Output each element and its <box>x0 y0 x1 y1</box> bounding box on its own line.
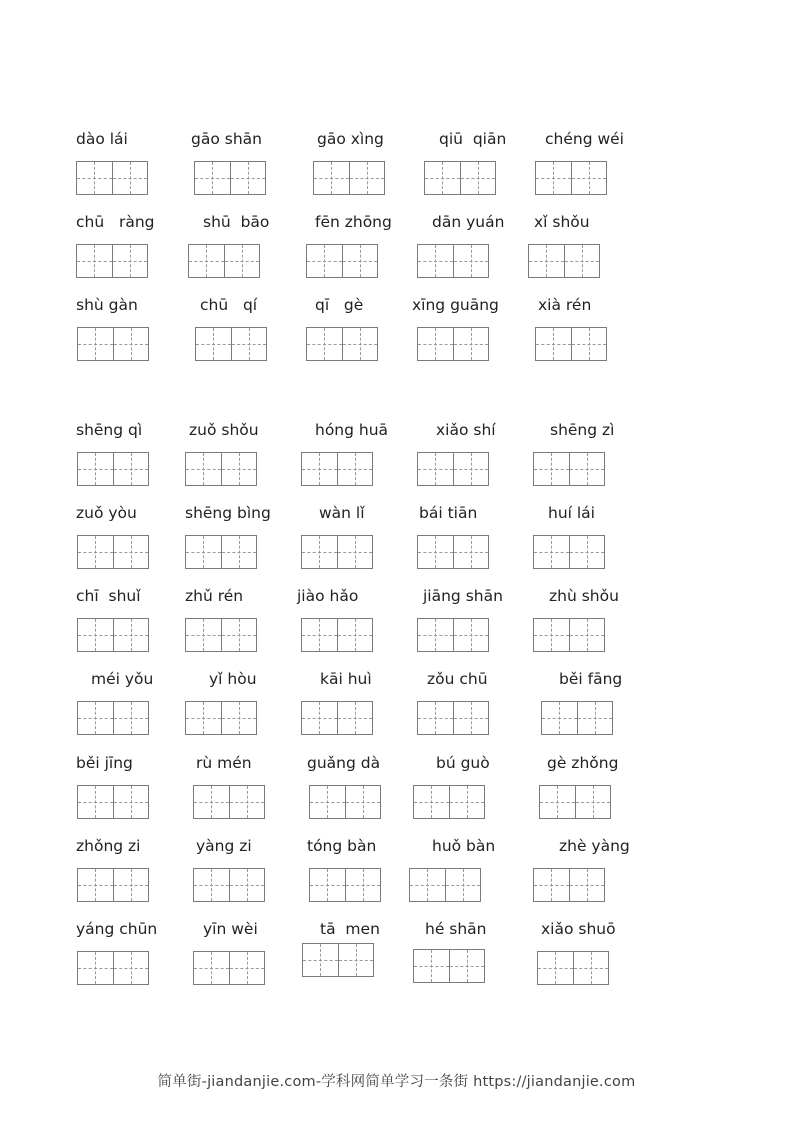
pinyin-label: huǒ bàn <box>432 837 496 855</box>
writing-grid <box>417 535 489 569</box>
writing-grid <box>417 618 489 652</box>
pinyin-label: yīn wèi <box>203 920 258 938</box>
pinyin-label: zhǔ rén <box>185 587 244 605</box>
pinyin-label: fēn zhōng <box>315 213 392 231</box>
pinyin-label: qī gè <box>315 296 364 314</box>
writing-grid <box>302 943 374 977</box>
pinyin-label: yáng chūn <box>76 920 158 938</box>
pinyin-label: zuǒ yòu <box>76 504 137 522</box>
pinyin-label: jiāng shān <box>423 587 503 605</box>
pinyin-label: zhǒng zi <box>76 837 141 855</box>
writing-grid <box>535 161 607 195</box>
pinyin-row-6 <box>0 587 793 667</box>
writing-grid <box>77 951 149 985</box>
pinyin-label: guǎng dà <box>307 754 381 772</box>
pinyin-label: zuǒ shǒu <box>189 421 259 439</box>
writing-grid <box>413 949 485 983</box>
pinyin-label: méi yǒu <box>91 670 154 688</box>
pinyin-label: kāi huì <box>320 670 372 688</box>
writing-grid <box>417 327 489 361</box>
writing-grid <box>306 327 378 361</box>
writing-grid <box>537 951 609 985</box>
pinyin-label: hóng huā <box>315 421 389 439</box>
pinyin-label: tóng bàn <box>307 837 377 855</box>
writing-grid <box>533 452 605 486</box>
writing-grid <box>533 618 605 652</box>
pinyin-label: shū bāo <box>203 213 270 231</box>
writing-grid <box>77 327 149 361</box>
writing-grid <box>306 244 378 278</box>
pinyin-label: xǐ shǒu <box>534 213 590 231</box>
writing-grid <box>77 785 149 819</box>
writing-grid <box>301 618 373 652</box>
pinyin-label: xiǎo shí <box>436 421 496 439</box>
pinyin-label: bú guò <box>436 754 490 772</box>
writing-grid <box>76 244 148 278</box>
writing-grid <box>413 785 485 819</box>
writing-grid <box>77 618 149 652</box>
pinyin-label: shēng zì <box>550 421 615 439</box>
writing-grid <box>193 868 265 902</box>
writing-grid <box>309 868 381 902</box>
writing-grid <box>77 701 149 735</box>
pinyin-label: xiǎo shuō <box>541 920 616 938</box>
pinyin-label: zhù shǒu <box>549 587 619 605</box>
writing-grid <box>417 452 489 486</box>
pinyin-label: chū qí <box>200 296 258 314</box>
pinyin-label: dào lái <box>76 130 128 148</box>
writing-grid <box>417 701 489 735</box>
writing-grid <box>533 535 605 569</box>
pinyin-row-9 <box>0 837 793 917</box>
pinyin-row-5 <box>0 504 793 584</box>
writing-grid <box>417 244 489 278</box>
writing-grid <box>188 244 260 278</box>
pinyin-label: bái tiān <box>419 504 478 522</box>
writing-grid <box>301 701 373 735</box>
writing-grid <box>533 868 605 902</box>
writing-grid <box>309 785 381 819</box>
writing-grid <box>76 161 148 195</box>
pinyin-row-10 <box>0 920 793 1000</box>
pinyin-row-3 <box>0 296 793 376</box>
pinyin-label: wàn lǐ <box>319 504 365 522</box>
pinyin-row-7 <box>0 670 793 750</box>
pinyin-label: yàng zi <box>196 837 252 855</box>
pinyin-label: hé shān <box>425 920 487 938</box>
pinyin-row-1 <box>0 130 793 210</box>
writing-grid <box>541 701 613 735</box>
pinyin-label: chéng wéi <box>545 130 624 148</box>
pinyin-label: xīng guāng <box>412 296 499 314</box>
pinyin-label: shēng qì <box>76 421 143 439</box>
writing-grid <box>77 535 149 569</box>
writing-grid <box>301 535 373 569</box>
writing-grid <box>193 951 265 985</box>
pinyin-row-8 <box>0 754 793 834</box>
pinyin-label: xià rén <box>538 296 592 314</box>
pinyin-label: gāo shān <box>191 130 262 148</box>
pinyin-label: gè zhǒng <box>547 754 619 772</box>
pinyin-label: shēng bìng <box>185 504 271 522</box>
pinyin-row-2 <box>0 213 793 293</box>
writing-grid <box>194 161 266 195</box>
pinyin-label: shù gàn <box>76 296 138 314</box>
writing-grid <box>77 452 149 486</box>
writing-grid <box>528 244 600 278</box>
writing-grid <box>193 785 265 819</box>
pinyin-label: běi jīng <box>76 754 133 772</box>
writing-grid <box>409 868 481 902</box>
writing-grid <box>195 327 267 361</box>
writing-grid <box>185 701 257 735</box>
writing-grid <box>424 161 496 195</box>
writing-grid <box>313 161 385 195</box>
pinyin-label: chī shuǐ <box>76 587 141 605</box>
pinyin-row-4 <box>0 421 793 501</box>
pinyin-label: jiào hǎo <box>297 587 359 605</box>
pinyin-label: huí lái <box>548 504 595 522</box>
pinyin-label: rù mén <box>196 754 252 772</box>
writing-grid <box>539 785 611 819</box>
pinyin-label: zǒu chū <box>427 670 488 688</box>
pinyin-label: tā men <box>320 920 380 938</box>
writing-grid <box>185 452 257 486</box>
writing-grid <box>185 535 257 569</box>
pinyin-label: qiū qiān <box>439 130 507 148</box>
writing-grid <box>77 868 149 902</box>
pinyin-label: dān yuán <box>432 213 505 231</box>
footer-watermark: 简单街-jiandanjie.com-学科网简单学习一条街 https://jiandanjie.com <box>157 1074 636 1090</box>
pinyin-label: yǐ hòu <box>209 670 257 688</box>
writing-grid <box>301 452 373 486</box>
writing-grid <box>185 618 257 652</box>
pinyin-label: běi fāng <box>559 670 623 688</box>
pinyin-label: chū ràng <box>76 213 155 231</box>
pinyin-label: gāo xìng <box>317 130 384 148</box>
writing-grid <box>535 327 607 361</box>
pinyin-label: zhè yàng <box>559 837 630 855</box>
